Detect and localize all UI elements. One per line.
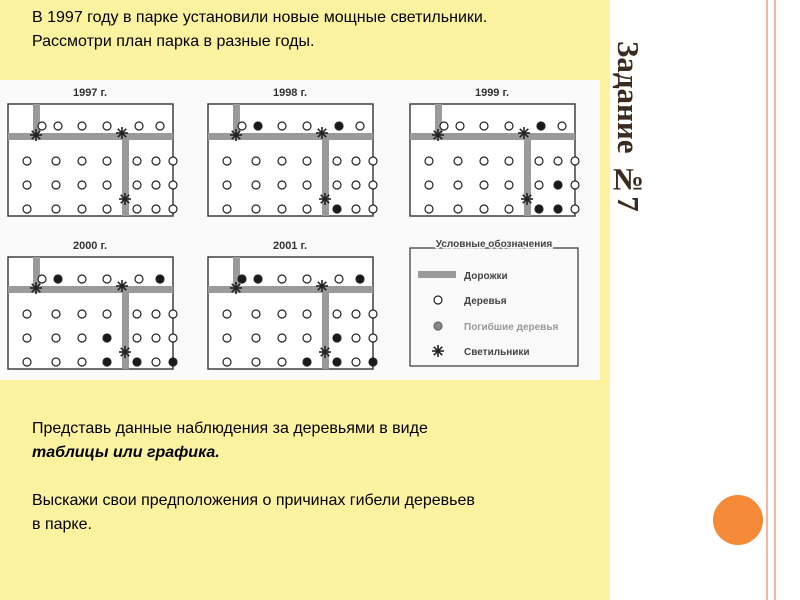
tree-icon [425,181,433,189]
tree-icon [152,334,160,342]
decorative-circle [713,495,763,545]
tree-icon [133,157,141,165]
plan-border [208,257,373,369]
tree-icon [52,310,60,318]
lamp-icon [230,129,242,141]
park-plans-figure [0,80,600,380]
tree-icon [252,310,260,318]
tree-icon [480,157,488,165]
tree-icon [454,205,462,213]
dead-tree-icon [156,275,164,283]
tree-icon [103,310,111,318]
lamp-icon [119,193,131,205]
tree-icon [78,334,86,342]
tree-icon [52,205,60,213]
tree-icon [571,205,579,213]
tree-icon [456,122,464,130]
tree-icon [223,205,231,213]
lamp-icon [319,346,331,358]
tree-icon [52,181,60,189]
tree-icon [23,205,31,213]
tree-icon [103,275,111,283]
plan-year-label: 1998 г. [272,87,308,99]
tree-icon [135,275,143,283]
lamp-icon [432,129,444,141]
dead-tree-icon [335,122,343,130]
legend-item-label: Светильники [464,347,530,358]
tree-icon [133,181,141,189]
tree-icon [52,358,60,366]
dead-tree-icon [254,122,262,130]
tree-icon [303,205,311,213]
tree-icon [303,334,311,342]
lamp-icon [316,280,328,292]
tree-icon [252,181,260,189]
lamp-icon [116,280,128,292]
tree-icon [169,334,177,342]
dead-tree-icon [254,275,262,283]
tree-icon [52,334,60,342]
tree-icon [454,157,462,165]
lamp-icon [432,345,444,357]
tree-icon [252,334,260,342]
tree-icon [505,122,513,130]
slide-title: Задание №7 [611,40,646,212]
plan-year-label: 2000 г. [72,240,108,252]
tree-icon [23,157,31,165]
tree-icon [152,205,160,213]
tree-icon [278,358,286,366]
tree-icon [133,205,141,213]
tree-icon [278,181,286,189]
lamp-icon [316,127,328,139]
tree-icon [78,157,86,165]
tree-icon [352,205,360,213]
lamp-icon [116,127,128,139]
tree-icon [78,205,86,213]
dead-tree-icon [356,275,364,283]
legend-item-label: Погибшие деревья [464,322,559,333]
tree-icon [303,275,311,283]
tree-icon [278,205,286,213]
tree-icon [571,157,579,165]
tree-icon [335,275,343,283]
tree-icon [223,181,231,189]
legend-item-label: Деревья [464,296,507,307]
tree-icon [571,181,579,189]
tree-icon [223,358,231,366]
tree-icon [52,157,60,165]
tree-icon [103,205,111,213]
plan-border [8,257,173,369]
intro-line-1: В 1997 году в парке установили новые мощные светильники. [32,9,488,26]
lamp-icon [30,129,42,141]
tree-icon [23,310,31,318]
dead-tree-icon [133,358,141,366]
tree-icon [352,310,360,318]
tree-icon [78,358,86,366]
intro-text [32,6,612,54]
tree-icon [369,181,377,189]
tree-icon [252,358,260,366]
dead-tree-icon [537,122,545,130]
tree-icon [152,181,160,189]
tree-icon [238,122,246,130]
tree-icon [133,334,141,342]
tree-icon [23,181,31,189]
tree-icon [480,122,488,130]
plan-year-label: 1997 г. [72,87,108,99]
tree-icon [505,205,513,213]
tree-icon [38,275,46,283]
tree-icon [352,334,360,342]
tree-icon [135,122,143,130]
tree-icon [369,157,377,165]
tree-icon [169,157,177,165]
dead-tree-icon [369,358,377,366]
tree-icon [352,181,360,189]
tree-icon [103,157,111,165]
tree-icon [103,122,111,130]
tree-icon [535,181,543,189]
plan-border [410,104,575,216]
tree-icon [425,157,433,165]
legend-item-label: Дорожки [464,271,508,282]
lamp-icon [119,346,131,358]
tree-icon [103,181,111,189]
tree-icon [505,181,513,189]
tree-icon [152,310,160,318]
tree-icon [558,122,566,130]
tree-icon [169,205,177,213]
tree-icon [440,122,448,130]
tree-icon [152,157,160,165]
lamp-icon [30,282,42,294]
tree-icon [369,205,377,213]
task-line-2: таблицы или графика. [32,444,220,461]
tree-icon [369,310,377,318]
legend-title: Условные обозначения [435,239,553,250]
tree-icon [278,334,286,342]
tree-icon [78,310,86,318]
tree-icon [369,334,377,342]
tree-icon [156,122,164,130]
tree-icon [480,205,488,213]
dead-tree-icon [554,205,562,213]
tree-icon [252,205,260,213]
tree-icon [23,334,31,342]
tree-icon [303,310,311,318]
tree-icon [278,310,286,318]
dead-tree-icon [333,334,341,342]
tree-icon [23,358,31,366]
tree-icon [303,181,311,189]
intro-line-2: Рассмотри план парка в разные годы. [32,33,315,50]
tree-icon [333,157,341,165]
plan-year-label: 1999 г. [474,87,510,99]
lamp-icon [521,193,533,205]
tree-icon [278,275,286,283]
tree-icon [54,122,62,130]
dead-tree-icon [333,358,341,366]
tree-icon [223,310,231,318]
dead-tree-icon [103,334,111,342]
plan-year-label: 2001 г. [272,240,308,252]
tree-icon [278,122,286,130]
task-line-4: в парке. [32,516,92,533]
legend-path-swatch [418,271,456,278]
task-text [32,417,592,537]
task-line-1: Представь данные наблюдения за деревьями в виде [32,420,428,437]
lamp-icon [230,282,242,294]
tree-icon [38,122,46,130]
tree-icon [454,181,462,189]
tree-icon [223,157,231,165]
tree-icon [278,157,286,165]
legend-dead-tree-icon [434,322,442,330]
tree-icon [169,181,177,189]
tree-icon [152,358,160,366]
dead-tree-icon [303,358,311,366]
tree-icon [169,310,177,318]
tree-icon [535,157,543,165]
tree-icon [223,334,231,342]
tree-icon [78,275,86,283]
dead-tree-icon [169,358,177,366]
tree-icon [303,122,311,130]
frame-line-left [766,0,768,600]
tree-icon [252,157,260,165]
tree-icon [333,310,341,318]
dead-tree-icon [238,275,246,283]
tree-icon [352,358,360,366]
tree-icon [554,157,562,165]
tree-icon [425,205,433,213]
plan-border [8,104,173,216]
tree-icon [352,157,360,165]
lamp-icon [518,127,530,139]
tree-icon [505,157,513,165]
lamp-icon [319,193,331,205]
dead-tree-icon [535,205,543,213]
plan-border [208,104,373,216]
tree-icon [303,157,311,165]
legend-tree-icon [434,296,442,304]
tree-icon [480,181,488,189]
tree-icon [133,310,141,318]
tree-icon [333,181,341,189]
tree-icon [78,122,86,130]
dead-tree-icon [554,181,562,189]
dead-tree-icon [103,358,111,366]
task-line-3: Выскажи свои предположения о причинах гибели деревьев [32,492,475,509]
tree-icon [356,122,364,130]
tree-icon [78,181,86,189]
dead-tree-icon [333,205,341,213]
frame-line-right [774,0,776,600]
dead-tree-icon [54,275,62,283]
